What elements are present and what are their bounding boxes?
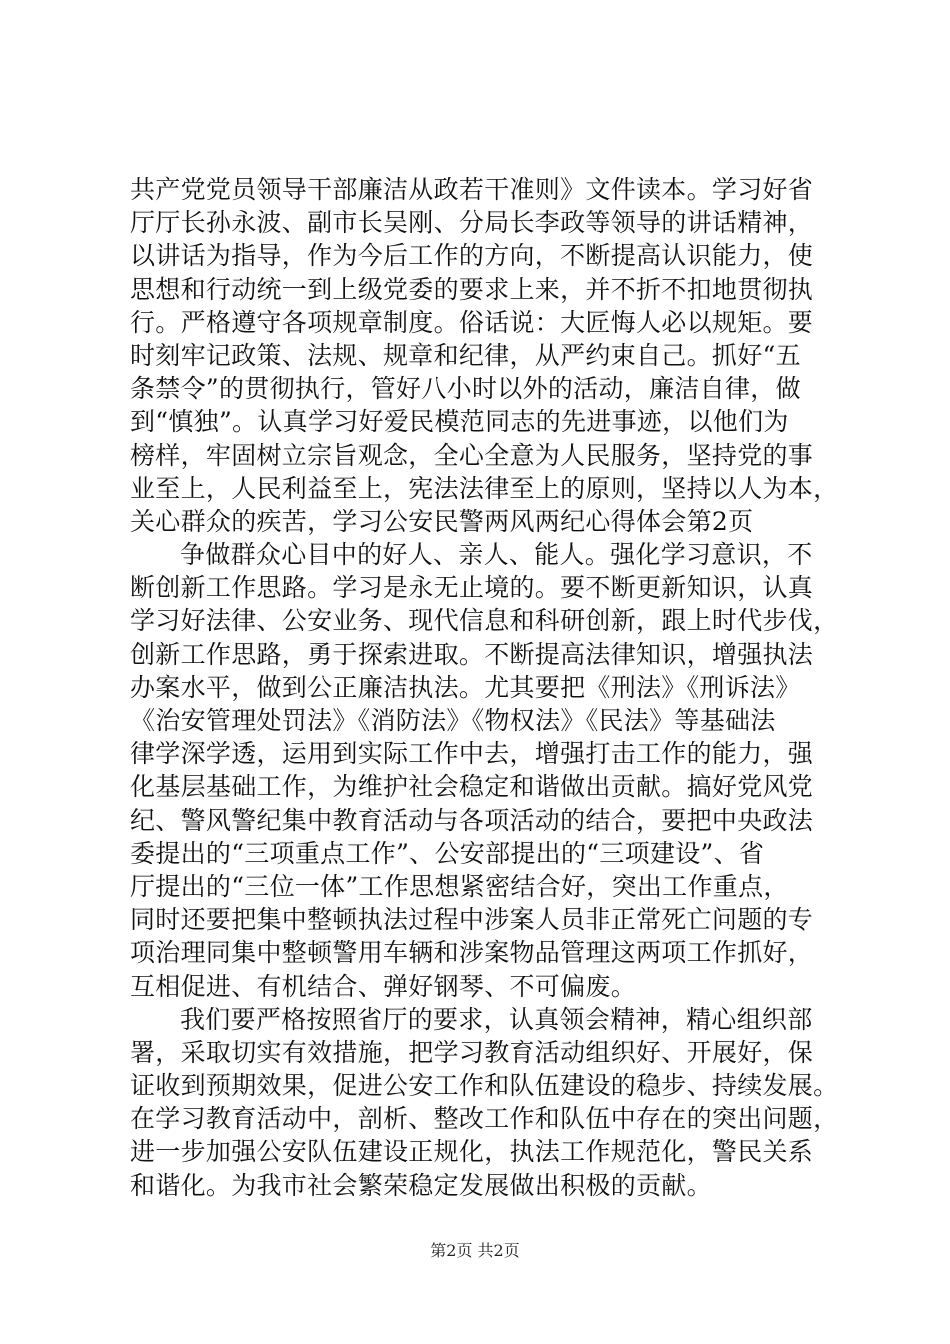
text-line: 纪、警风警纪集中教育活动与各项活动的结合，要把中央政法 — [130, 805, 814, 835]
paragraph — [130, 538, 839, 1003]
text-line: 证收到预期效果，促进公安工作和队伍建设的稳步、持续发展。 — [130, 1071, 839, 1101]
text-line: 思想和行动统一到上级党委的要求上来，并不折不扣地贯彻执 — [130, 274, 814, 304]
text-line: 化基层基础工作，为维护社会稳定和谐做出贡献。搞好党风党 — [130, 772, 814, 802]
paragraph — [130, 173, 839, 538]
text-line: 在学习教育活动中，剖析、整改工作和队伍中存在的突出问题， — [130, 1104, 839, 1134]
text-line: 创新工作思路，勇于探索进取。不断提高法律知识，增强执法 — [130, 639, 814, 669]
text-line: 条禁令”的贯彻执行，管好八小时以外的活动，廉洁自律，做 — [130, 374, 801, 404]
text-line: 学习好法律、公安业务、现代信息和科研创新，跟上时代步伐， — [130, 606, 839, 636]
text-line: 断创新工作思路。学习是永无止境的。要不断更新知识，认真 — [130, 573, 814, 603]
text-line: 互相促进、有机结合、弹好钢琴、不可偏废。 — [130, 971, 637, 1001]
text-line: 律学深学透，运用到实际工作中去，增强打击工作的能力，强 — [130, 739, 814, 769]
text-line: 项治理同集中整顿警用车辆和涉案物品管理这两项工作抓好， — [130, 938, 814, 968]
text-line: 厅提出的“三位一体”工作思想紧密结合好，突出工作重点， — [130, 871, 789, 901]
document-body — [130, 173, 839, 1202]
text-line: 到“慎独”。认真学习好爱民模范同志的先进事迹，以他们为 — [130, 407, 789, 437]
text-line: 以讲话为指导，作为今后工作的方向，不断提高认识能力，使 — [130, 241, 814, 271]
paragraph — [130, 1003, 839, 1202]
text-line: 署，采取切实有效措施，把学习教育活动组织好、开展好，保 — [130, 1037, 814, 1067]
text-line: 《治安管理处罚法》《消防法》《物权法》《民法》等基础法 — [130, 706, 776, 735]
text-line: 关心群众的疾苦，学习公安民警两风两纪心得体会第2页 — [130, 506, 754, 536]
page-footer: 第2页 共2页 — [430, 1241, 520, 1260]
text-line: 业至上，人民利益至上，宪法法律至上的原则，坚持以人为本， — [130, 473, 839, 503]
text-line: 进一步加强公安队伍建设正规化，执法工作规范化，警民关系 — [130, 1137, 814, 1167]
text-line: 争做群众心目中的好人、亲人、能人。强化学习意识，不 — [180, 540, 813, 570]
text-line: 同时还要把集中整顿执法过程中涉案人员非正常死亡问题的专 — [130, 905, 814, 935]
text-line: 和谐化。为我市社会繁荣稳定发展做出积极的贡献。 — [130, 1170, 712, 1200]
text-line: 共产党党员领导干部廉洁从政若干准则》文件读本。学习好省 — [130, 175, 814, 204]
text-line: 我们要严格按照省厅的要求，认真领会精神，精心组织部 — [180, 1004, 813, 1034]
text-line: 办案水平，做到公正廉洁执法。尤其要把《刑法》《刑诉法》 — [130, 672, 801, 702]
text-line: 行。严格遵守各项规章制度。俗话说：大匠悔人必以规矩。要 — [130, 307, 814, 337]
text-line: 时刻牢记政策、法规、规章和纪律，从严约束自己。抓好“五 — [130, 340, 801, 370]
text-line: 榜样，牢固树立宗旨观念，全心全意为人民服务，坚持党的事 — [130, 440, 814, 470]
text-line: 委提出的“三项重点工作”、公安部提出的“三项建设”、省 — [130, 838, 765, 868]
text-line: 厅厅长孙永波、副市长吴刚、分局长李政等领导的讲话精神， — [130, 208, 814, 238]
